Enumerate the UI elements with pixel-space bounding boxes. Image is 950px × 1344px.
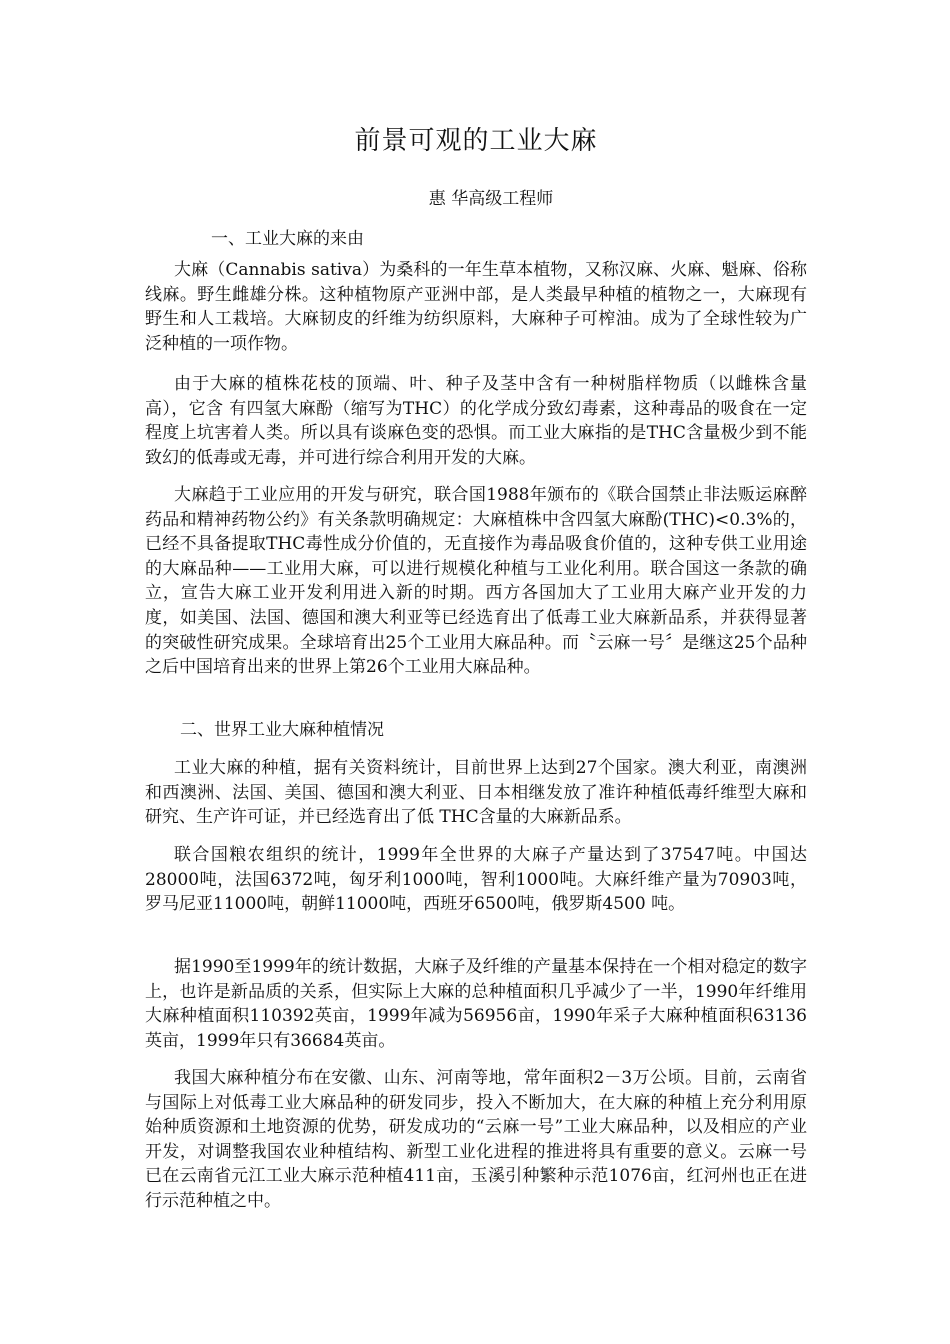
section-heading-world: 二、世界工业大麻种植情况 [180, 720, 384, 740]
document-title: 前景可观的工业大麻 [354, 126, 598, 156]
paragraph-4: 工业大麻的种植，据有关资料统计，目前世界上达到27个国家。澳大利亚，南澳洲和西澳洲、法国、美国、德国和澳大利亚、日本相继发放了准许种植低毒纤维型大麻和研究、生产许可证，并已经选育出了低 THC含量的大麻新品系。 [145, 758, 807, 828]
paragraph-1: 大麻（Cannabis sativa）为桑科的一年生草本植物，又称汉麻、火麻、魁麻、俗称线麻。野生雌雄分株。这种植物原产亚洲中部，是人类最早种植的植物之一，大麻现有野生和人工栽培。大麻韧皮的纤维为纺织原料，大麻种子可榨油。成为了全球性较为广泛种植的一项作物。 [145, 260, 807, 354]
author-line: 惠 华高级工程师 [428, 189, 554, 209]
paragraph-3: 大麻趋于工业应用的开发与研究，联合国1988年颁布的《联合国禁止非法贩运麻醉药品和精神药物公约》有关条款明确规定：大麻植株中含四氢大麻酚(THC)<0.3%的，已经不具备提取THC毒性成分价值的，无直接作为毒品吸食价值的，这种专供工业用途的大麻品种——工业用大麻，可以进行规模化种植与工业化利用。联合国这一条款的确立，宣告大麻工业开发利用进入新的时期。西方各国加大了工业用大麻产业开发的力度，如美国、法国、德国和澳大利亚等已经选育出了低毒工业大麻新品系，并获得显著的突破性研究成果。全球培育出25个工业用大麻品种。而〝云麻一号〞是继这25个品种之后中国培育出来的世界上第26个工业用大麻品种。 [145, 485, 807, 678]
paragraph-5: 联合国粮农组织的统计，1999年全世界的大麻子产量达到了37547吨。中国达28000吨，法国6372吨，匈牙利1000吨，智利1000吨。大麻纤维产量为70903吨，罗马尼亚11000吨，朝鲜11000吨，西班牙6500吨，俄罗斯4500 吨。 [145, 845, 807, 915]
paragraph-2: 由于大麻的植株花枝的顶端、叶、种子及茎中含有一种树脂样物质（以雌株含量高），它含 有四氢大麻酚（缩写为THC）的化学成分致幻毒素，这种毒品的吸食在一定程度上坑害着人类。所以具有谈麻色变的恐惧。而工业大麻指的是THC含量极少到不能致幻的低毒或无毒，并可进行综合利用开发的大麻。 [145, 374, 807, 468]
paragraph-7: 我国大麻种植分布在安徽、山东、河南等地，常年面积2－3万公顷。目前，云南省与国际上对低毒工业大麻品种的研发同步，投入不断加大，在大麻的种植上充分利用原始种质资源和土地资源的优势，研发成功的“云麻一号”工业大麻品种，以及相应的产业开发，对调整我国农业种植结构、新型工业化进程的推进将具有重要的意义。云麻一号已在云南省元江工业大麻示范种植411亩，玉溪引种繁种示范1076亩，红河州也正在进行示范种植之中。 [145, 1068, 807, 1211]
paragraph-6: 据1990至1999年的统计数据，大麻子及纤维的产量基本保持在一个相对稳定的数字上，也许是新品质的关系，但实际上大麻的总种植面积几乎减少了一半，1990年纤维用大麻种植面积110392英亩，1999年减为56956亩，1990年采子大麻种植面积63136英亩，1999年只有36684英亩。 [145, 957, 807, 1051]
section-heading-origin: 一、工业大麻的来由 [211, 229, 364, 249]
